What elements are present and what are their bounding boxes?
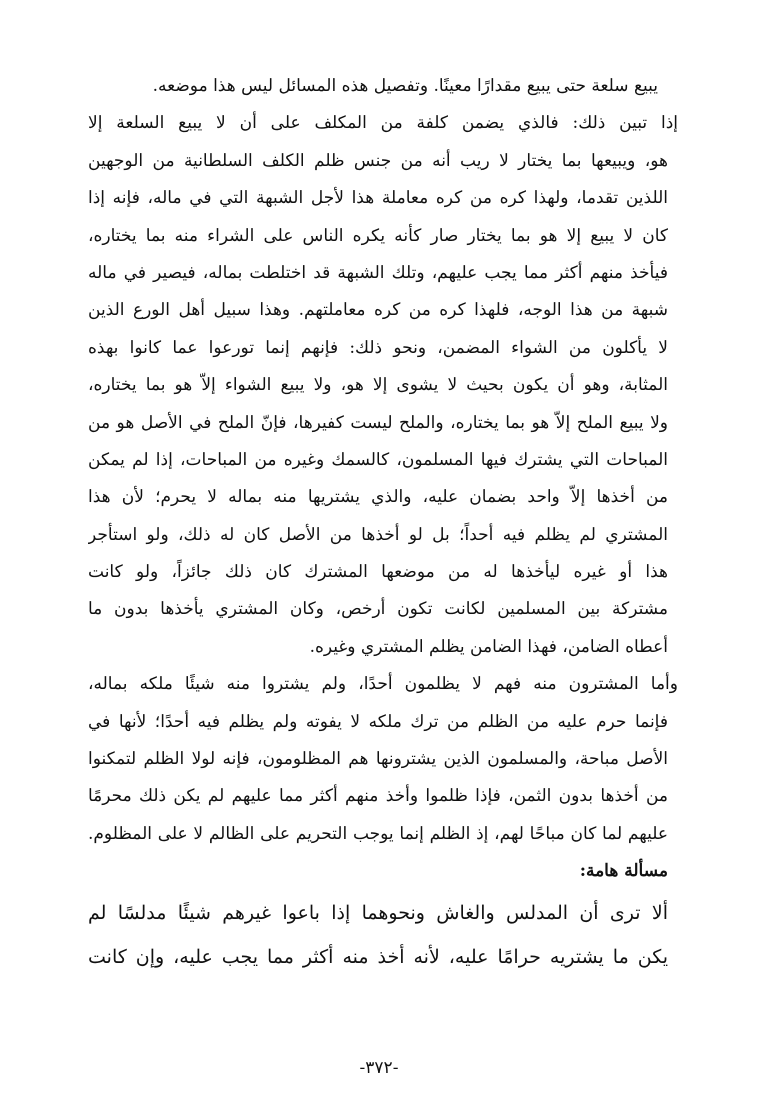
body-text xyxy=(88,68,678,979)
text-line: اللذين تقدما، ولهذا كره من كره معاملة هذا لأجل الشبهة التي في ماله، فإنه إذا xyxy=(88,188,668,209)
text-line: مشتركة بين المسلمين لكانت تكون أرخص، وكان المشتري يأخذها بدون ما xyxy=(88,599,668,620)
text-line: المشتري لم يظلم فيه أحداً؛ بل لو أخذها من الأصل كان له ذلك، ولو استأجر xyxy=(88,524,668,545)
text-line: هو، ويبيعها بما يختار لا ريب أنه من جنس ظلم الكلف السلطانية من الوجهين xyxy=(88,150,668,171)
text-line: فإنما حرم عليه من الظلم من ترك ملكه لا يفوته ولم يظلم فيه أحدًا؛ لأنها في xyxy=(88,711,668,732)
text-line: لا يأكلون من الشواء المضمن، ونحو ذلك: فإنهم إنما تورعوا عما كانوا بهذه xyxy=(88,337,668,358)
section-heading: مسألة هامة: xyxy=(579,861,668,882)
text-line: كان لا يبيع إلا هو بما يختار صار كأنه يكره الناس على الشراء منه بما يختاره، xyxy=(88,225,668,246)
text-line: عليهم لما كان مباحًا لهم، إذ الظلم إنما يوجب التحريم على الظالم لا على المظلوم. xyxy=(88,823,668,844)
text-line: أعطاه الضامن، فهذا الضامن يظلم المشتري وغيره. xyxy=(309,636,668,657)
text-line: من أخذها إلاّ واحد بضمان عليه، والذي يشتريها منه بماله لا يحرم؛ لأن هذا xyxy=(88,487,668,508)
text-line: الأصل مباحة، والمسلمون الذين يشترونها هم المظلومون، فإنه لولا الظلم لتمكنوا xyxy=(88,749,668,770)
text-line: هذا أو غيره ليأخذها له من موضعها المشترك كان ذلك جائزاً، ولو كانت xyxy=(88,562,668,583)
text-line: فيأخذ منهم أكثر مما يجب عليهم، وتلك الشبهة قد اختلطت بماله، فيصير في ماله xyxy=(88,262,668,283)
text-line: يكن ما يشتريه حرامًا عليه، لأنه أخذ منه أكثر مما يجب عليه، وإن كانت xyxy=(88,945,668,968)
text-line: شبهة من هذا الوجه، فلهذا كره من كره معاملتهم. وهذا سبيل أهل الورع الذين xyxy=(88,300,668,321)
text-line: إذا تبين ذلك: فالذي يضمن كلفة من المكلف على أن لا يبيع السلعة إلا xyxy=(88,113,678,134)
text-line: وأما المشترون منه فهم لا يظلمون أحدًا، ولم يشتروا منه شيئًا ملكه بماله، xyxy=(88,674,678,695)
text-line: ولا يبيع الملح إلاّ هو بما يختاره، والملح ليست كفيرها، فإنّ الملح في الأصل هو من xyxy=(88,412,668,433)
text-line: ألا ترى أن المدلس والغاش ونحوهما إذا باعوا غيرهم شيئًا مدلسًا لم xyxy=(88,901,668,924)
text-line: يبيع سلعة حتى يبيع مقدارًا معينًا. وتفصيل هذه المسائل ليس هذا موضعه. xyxy=(152,76,658,96)
page-number: -٣٧٢- xyxy=(359,1058,399,1078)
text-line: المثابة، وهو أن يكون بحيث لا يشوى إلا هو، ولا يبيع الشواء إلاّ هو بما يختاره، xyxy=(88,375,668,396)
text-line: من أخذها بدون الثمن، فإذا ظلموا وأخذ منهم أكثر مما عليهم لم يكن ذلك محرمًا xyxy=(88,786,668,807)
text-line: المباحات التي يشترك فيها المسلمون، كالسمك وغيره من المباحات، إذا لم يمكن xyxy=(88,449,668,470)
